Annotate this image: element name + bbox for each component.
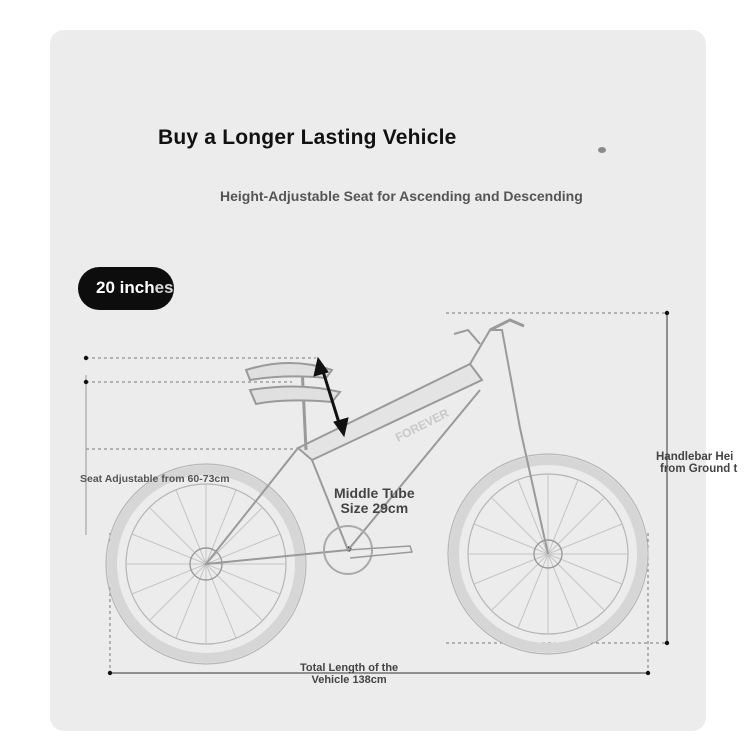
total-length-label-line2: Vehicle 138cm xyxy=(311,674,387,686)
handlebar-height-label-line1: Handlebar Hei xyxy=(656,451,734,463)
middle-tube-label-line1: Middle Tube xyxy=(334,485,415,501)
page-subtitle: Height-Adjustable Seat for Ascending and Descending xyxy=(220,188,583,204)
bike-frame xyxy=(206,320,548,574)
frame-brand-text: FOREVER xyxy=(393,405,452,445)
total-length-label-line1: Total Length of the xyxy=(300,662,399,674)
bicycle-illustration xyxy=(50,30,706,731)
middle-tube-label xyxy=(334,486,415,516)
total-length-label xyxy=(300,662,398,686)
size-badge-label-tail: es xyxy=(154,278,174,297)
seat-adjustable-label: Seat Adjustable from 60-73cm xyxy=(80,473,230,485)
handlebar-height-label-line2: from Ground t xyxy=(660,463,738,475)
product-panel xyxy=(50,30,738,731)
middle-tube-label-line2: Size 29cm xyxy=(340,500,409,516)
size-badge-label-main: 20 inch xyxy=(96,278,155,297)
handlebar-height-label xyxy=(656,451,737,475)
page-title: Buy a Longer Lasting Vehicle xyxy=(158,126,457,149)
